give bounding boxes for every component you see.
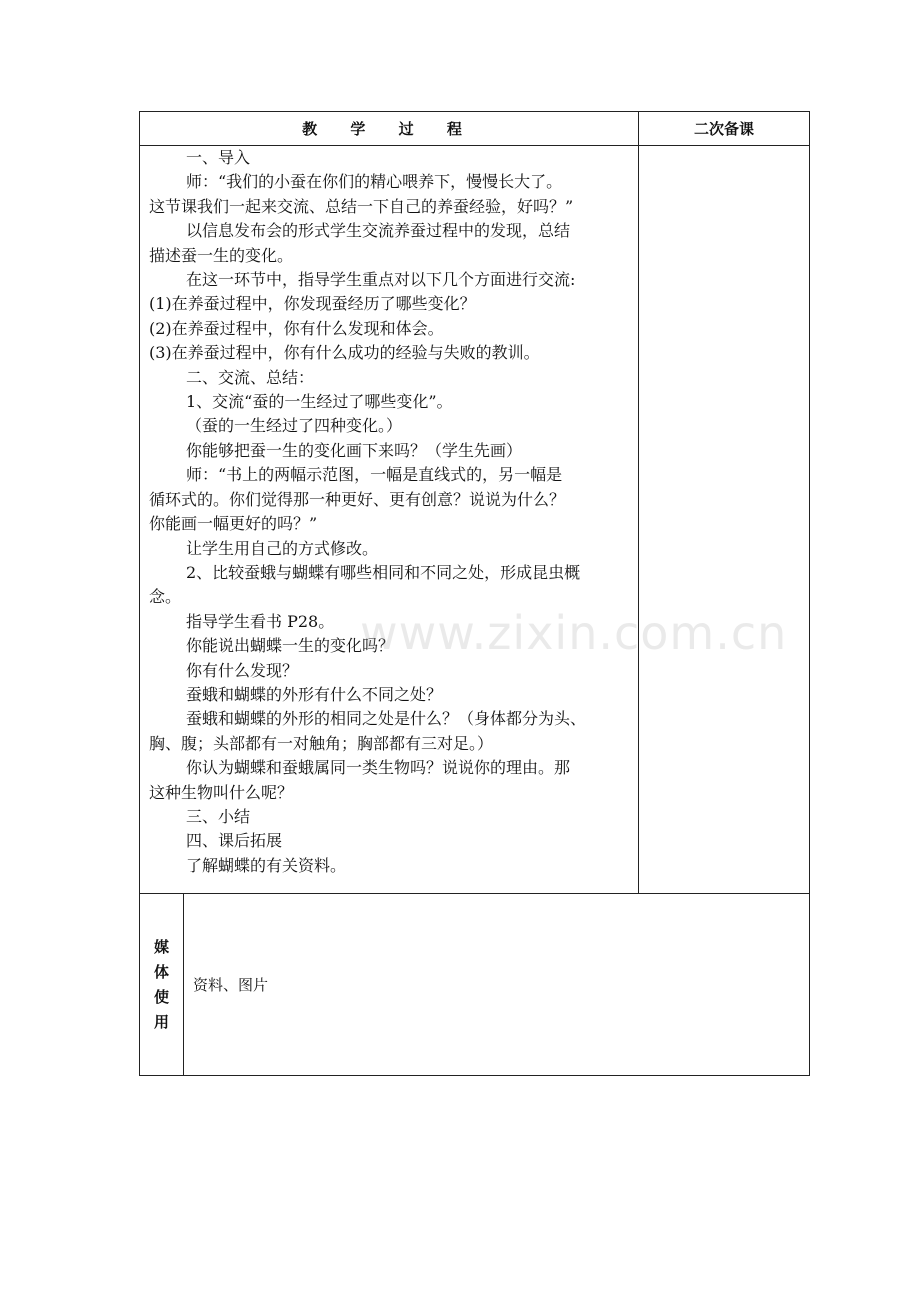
watermark: www.zixin.com.cn (360, 606, 788, 660)
text-line: 你能够把蚕一生的变化画下来吗？（学生先画） (186, 440, 523, 460)
text-line: 胸、腹；头部都有一对触角；胸部都有三对足。） (149, 733, 494, 753)
lesson-plan-sheet (139, 111, 809, 1078)
text-line: 蚕蛾和蝴蝶的外形的相同之处是什么？（身体都分为头、 (186, 709, 587, 729)
process-title: 教 学 过 程 (302, 120, 476, 138)
secondary-prep-title: 二次备课 (694, 120, 755, 138)
media-label-cell (140, 894, 184, 1076)
media-content-cell (184, 894, 810, 1076)
text-line: 以信息发布会的形式学生交流养蚕过程中的发现，总结 (186, 221, 571, 241)
text-line: 你能画一幅更好的吗？” (149, 514, 318, 534)
text-line: 描述蚕一生的变化。 (149, 245, 294, 265)
media-label: 媒体使用 (153, 937, 169, 1031)
process-header-cell (140, 112, 639, 146)
text-line: 这节课我们一起来交流、总结一下自己的养蚕经验，好吗？” (149, 196, 574, 216)
text-line: 师：“我们的小蚕在你们的精心喂养下，慢慢长大了。 (186, 172, 563, 192)
text-line: 四、课后拓展 (186, 831, 283, 851)
text-line: 你能说出蝴蝶一生的变化吗？ (186, 636, 395, 656)
text-line: 你有什么发现？ (186, 660, 299, 680)
lesson-plan-table (139, 111, 810, 1076)
text-line: 2、比较蚕蛾与蝴蝶有哪些相同和不同之处，形成昆虫概 (186, 562, 581, 582)
text-line: (3)在养蚕过程中，你有什么成功的经验与失败的教训。 (149, 343, 540, 363)
text-line: 念。 (149, 587, 182, 607)
media-row (140, 894, 810, 1076)
text-line: (2)在养蚕过程中，你有什么发现和体会。 (149, 318, 444, 338)
header-row (140, 112, 810, 146)
text-line: 二、交流、总结： (186, 367, 315, 387)
text-line: （蚕的一生经过了四种变化。） (186, 416, 403, 436)
media-content: 资料、图片 (193, 976, 269, 994)
process-content-cell (140, 146, 639, 894)
text-line: 在这一环节中，指导学生重点对以下几个方面进行交流: (186, 270, 576, 290)
secondary-prep-header-cell (639, 112, 810, 146)
process-text (140, 146, 638, 878)
text-line: 一、导入 (186, 148, 251, 167)
text-line: 1、交流“蚕的一生经过了哪些变化”。 (186, 392, 453, 412)
text-line: (1)在养蚕过程中，你发现蚕经历了哪些变化？ (149, 294, 476, 314)
text-line: 师：“书上的两幅示范图，一幅是直线式的，另一幅是 (186, 465, 563, 485)
text-line: 让学生用自己的方式修改。 (186, 538, 379, 558)
text-line: 你认为蝴蝶和蚕蛾属同一类生物吗？说说你的理由。那 (186, 758, 571, 778)
secondary-prep-content-cell (639, 146, 810, 894)
text-line: 蚕蛾和蝴蝶的外形有什么不同之处？ (186, 684, 443, 704)
text-line: 三、小结 (186, 806, 251, 826)
text-line: 这种生物叫什么呢？ (149, 782, 294, 802)
text-line: 指导学生看书 P28。 (186, 611, 335, 631)
text-line: 循环式的。你们觉得那一种更好、更有创意？说说为什么？ (149, 489, 566, 509)
process-body-row (140, 146, 810, 894)
text-line: 了解蝴蝶的有关资料。 (186, 855, 347, 875)
